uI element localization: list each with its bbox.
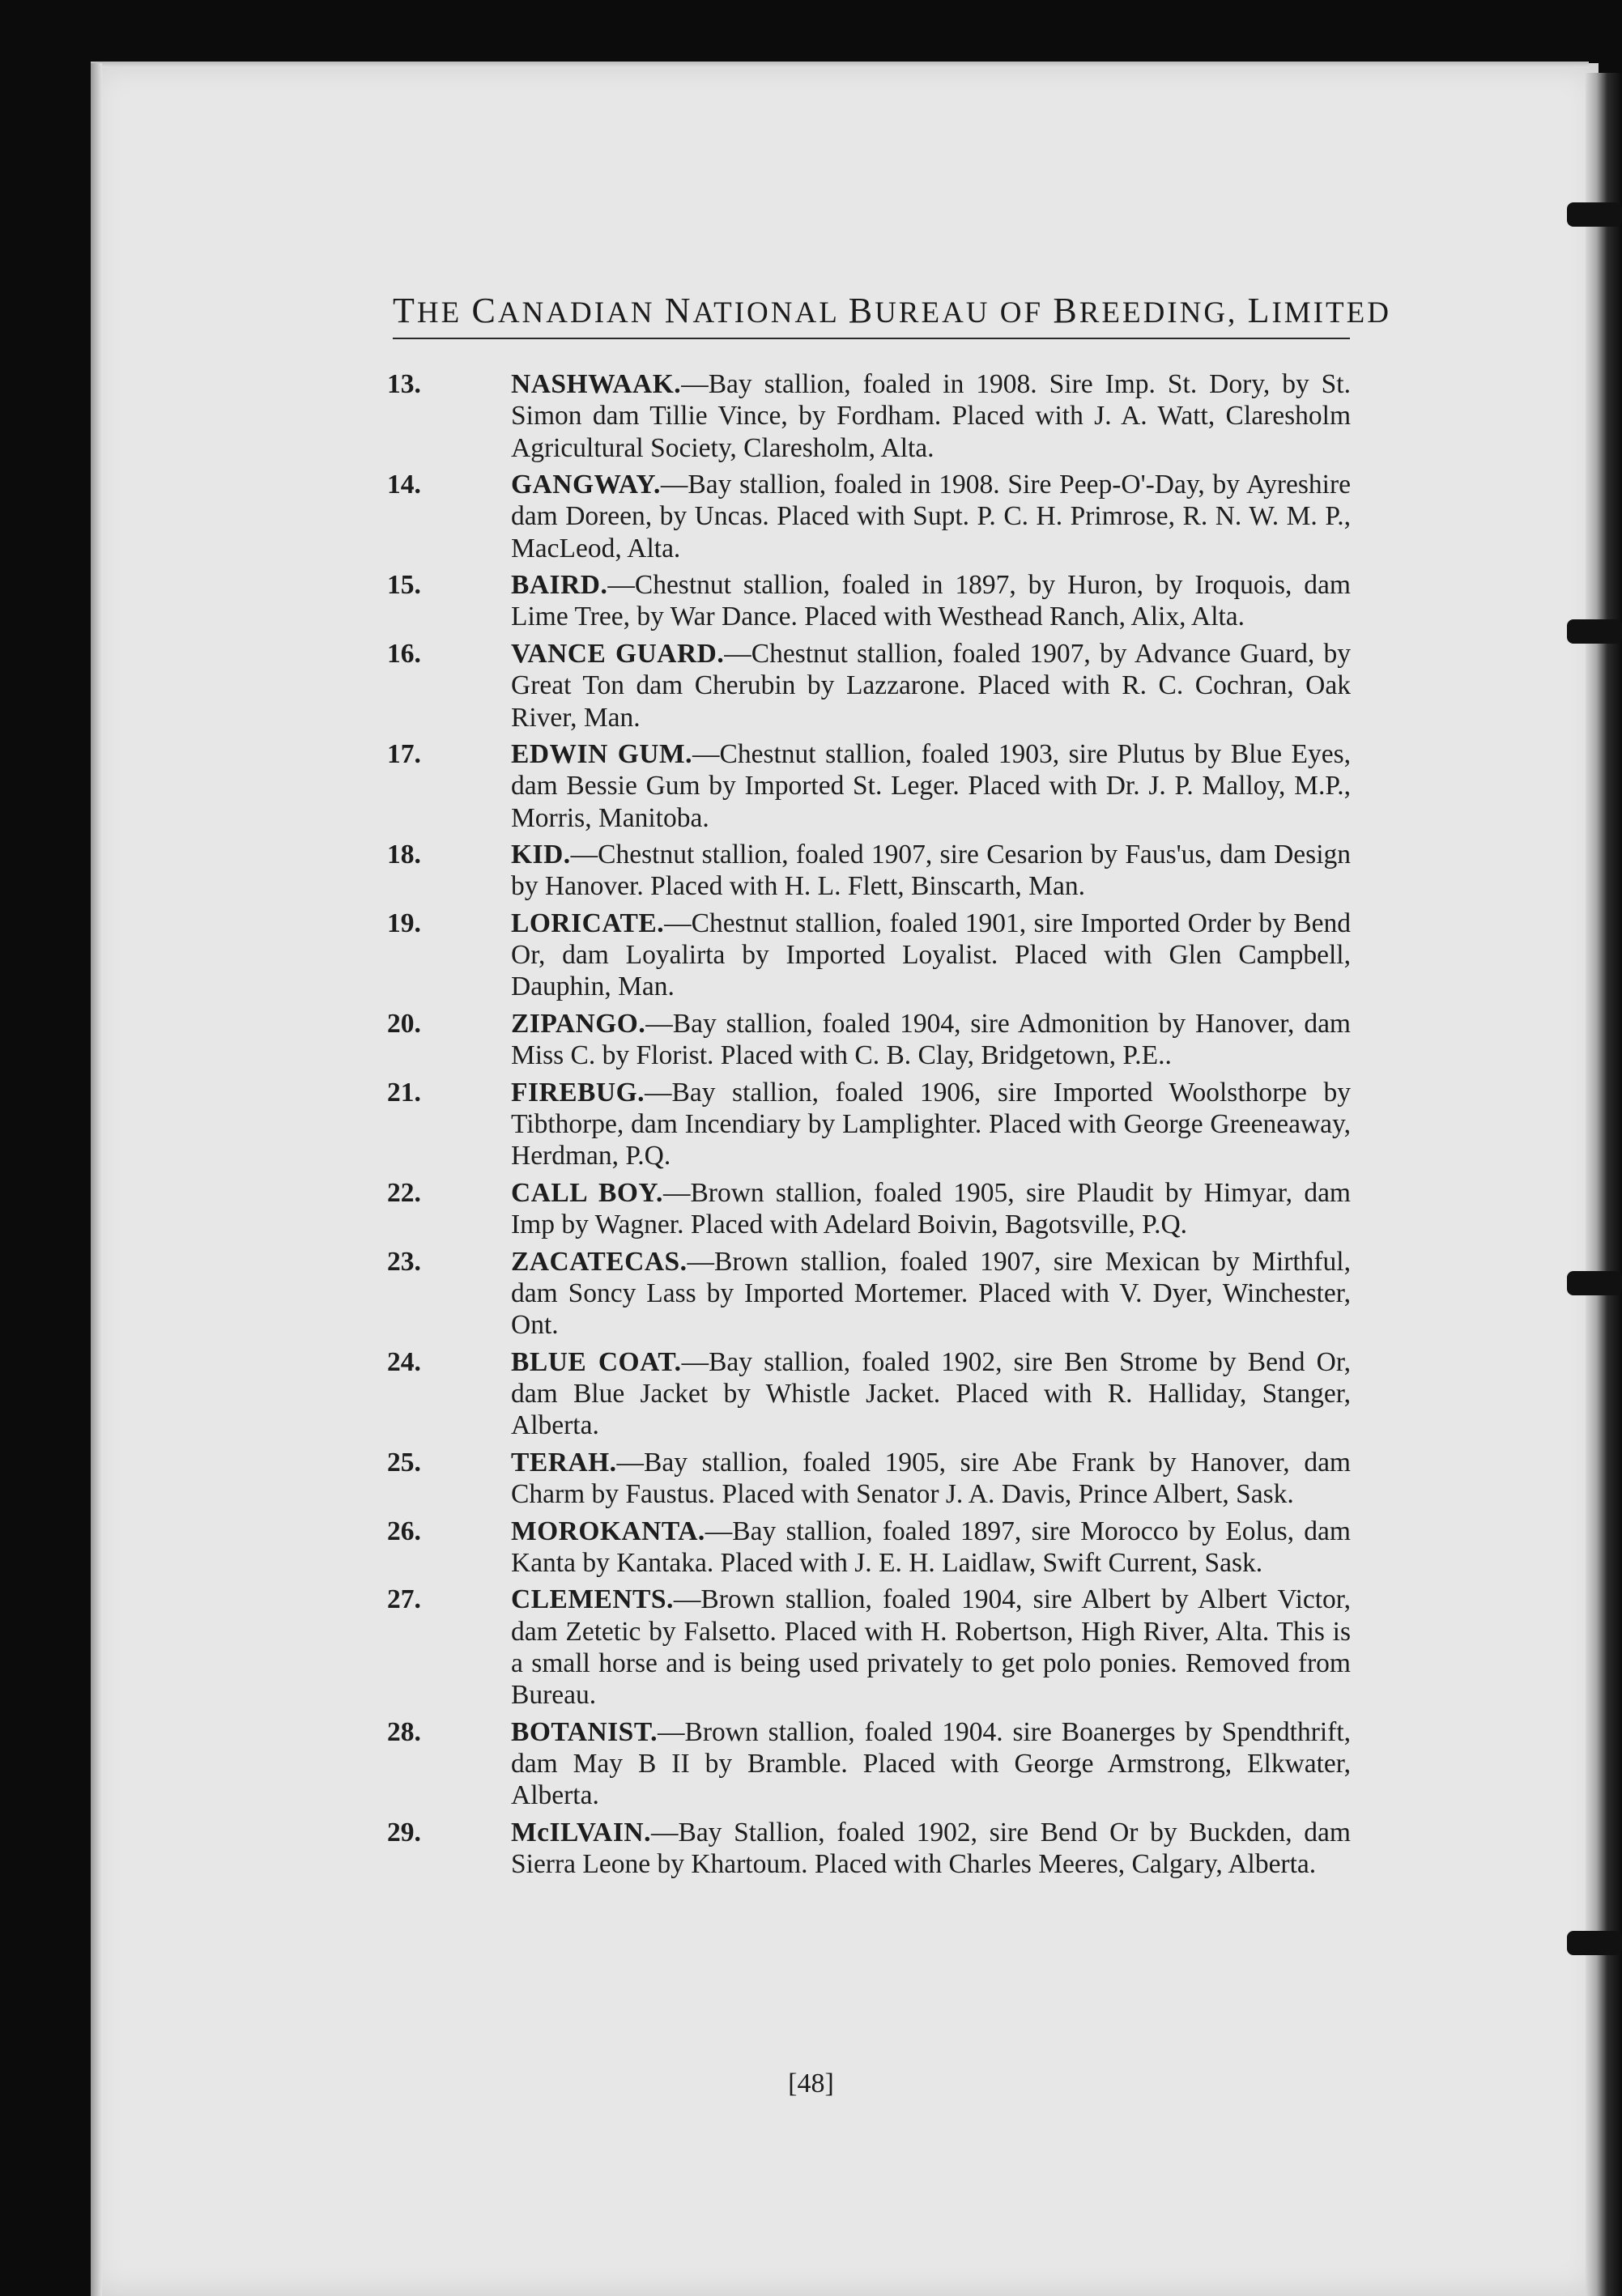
binding-clip <box>1567 619 1622 644</box>
entry-description: —Brown stallion, foaled 1904, sire Albert by Albert Victor, dam Zetetic by Falsetto. Placed with H. Robertson, High River, Alta. This is a small horse and is being used privately to get polo ponies. Removed from Bureau. <box>511 1584 1351 1711</box>
stallion-entry <box>387 368 1351 464</box>
horse-name: TERAH. <box>511 1447 617 1478</box>
horse-name: FIREBUG. <box>511 1077 645 1108</box>
entry-description: —Bay stallion, foaled in 1908. Sire Imp. St. Dory, by St. Simon dam Tillie Vince, by Fordham. Placed with J. A. Watt, Claresholm Agricultural Society, Claresholm, Alta. <box>511 369 1351 463</box>
stallion-entry <box>387 1447 1351 1511</box>
binding-clip <box>1567 202 1622 227</box>
stallion-entry <box>387 1346 1351 1442</box>
entry-number: 13. <box>387 369 421 399</box>
horse-name: NASHWAAK. <box>511 369 682 399</box>
horse-name: BAIRD. <box>511 570 608 601</box>
book-spine <box>1586 73 1622 2296</box>
page-left-edge <box>91 63 102 2296</box>
header-word: OF <box>999 296 1044 330</box>
horse-name: MOROKANTA. <box>511 1516 705 1546</box>
header-word: CANADIAN <box>471 291 655 330</box>
stallion-entry <box>387 1246 1351 1341</box>
stallion-entry <box>387 839 1351 903</box>
entry-number: 15. <box>387 570 421 601</box>
stallion-entry <box>387 1584 1351 1711</box>
stallion-entry <box>387 469 1351 564</box>
horse-name: ZIPANGO. <box>511 1008 646 1039</box>
entry-number: 14. <box>387 470 421 500</box>
entry-description: —Bay stallion, foaled 1904, sire Admonition by Hanover, dam Miss C. by Florist. Placed with C. B. Clay, Bridgetown, P.E.. <box>511 1008 1351 1071</box>
stallion-entry <box>387 1177 1351 1241</box>
entry-number: 21. <box>387 1077 421 1108</box>
stallion-entry <box>387 738 1351 834</box>
stallion-entry <box>387 1077 1351 1172</box>
entry-description: —Brown stallion, foaled 1905, sire Plaudit by Himyar, dam Imp by Wagner. Placed with Adelard Boivin, Bagotsville, P.Q. <box>511 1177 1351 1240</box>
stallion-entry <box>387 908 1351 1003</box>
entry-description: —Chestnut stallion, foaled 1903, sire Plutus by Blue Eyes, dam Bessie Gum by Imported St. Leger. Placed with Dr. J. P. Malloy, M.P., Morris, Manitoba. <box>511 739 1351 833</box>
entry-description: —Chestnut stallion, foaled 1907, sire Cesarion by Faus'us, dam Design by Hanover. Placed with H. L. Flett, Binscarth, Man. <box>511 840 1351 902</box>
entry-description: —Chestnut stallion, foaled in 1897, by Huron, by Iroquois, dam Lime Tree, by War Dance. Placed with Westhead Ranch, Alix, Alta. <box>511 570 1351 632</box>
stallion-entry <box>387 1008 1351 1072</box>
stallion-entry <box>387 1817 1351 1881</box>
stallion-entry <box>387 638 1351 733</box>
horse-name: CALL BOY. <box>511 1177 663 1208</box>
header-word: BUREAU <box>848 291 990 330</box>
stallion-entry <box>387 1516 1351 1580</box>
stallion-entry <box>387 569 1351 633</box>
header-word: NATIONAL <box>664 291 839 330</box>
stallion-list <box>387 368 1351 1886</box>
horse-name: KID. <box>511 840 571 870</box>
entry-number: 20. <box>387 1008 421 1039</box>
entry-number: 17. <box>387 739 421 770</box>
entry-number: 27. <box>387 1584 421 1615</box>
entry-number: 25. <box>387 1447 421 1478</box>
entry-description: —Brown stallion, foaled 1904. sire Boanerges by Spendthrift, dam May B II by Bramble. Placed with George Armstrong, Elkwater, Alberta. <box>511 1716 1351 1811</box>
running-header <box>393 290 1391 339</box>
entry-number: 28. <box>387 1716 421 1747</box>
entry-number: 16. <box>387 638 421 669</box>
horse-name: BLUE COAT. <box>511 1346 682 1377</box>
horse-name: ZACATECAS. <box>511 1246 688 1277</box>
binding-clip <box>1567 1931 1622 1955</box>
entry-number: 23. <box>387 1246 421 1277</box>
entry-number: 29. <box>387 1817 421 1847</box>
stallion-entry <box>387 1716 1351 1812</box>
entry-number: 18. <box>387 840 421 870</box>
header-word: LIMITED <box>1247 291 1391 330</box>
entry-number: 22. <box>387 1177 421 1208</box>
horse-name: CLEMENTS. <box>511 1584 674 1615</box>
entry-description: —Bay stallion, foaled 1905, sire Abe Frank by Hanover, dam Charm by Faustus. Placed with Senator J. A. Davis, Prince Albert, Sask. <box>511 1447 1351 1510</box>
entry-description: —Brown stallion, foaled 1907, sire Mexican by Mirthful, dam Soncy Lass by Imported Mortemer. Placed with V. Dyer, Winchester, Ont. <box>511 1246 1351 1341</box>
horse-name: EDWIN GUM. <box>511 739 692 770</box>
horse-name: LORICATE. <box>511 908 665 938</box>
horse-name: McILVAIN. <box>511 1817 651 1847</box>
entry-description: —Bay stallion, foaled in 1908. Sire Peep-O'-Day, by Ayreshire dam Doreen, by Uncas. Placed with Supt. P. C. H. Primrose, R. N. W. M. P., MacLeod, Alta. <box>511 470 1351 563</box>
entry-description: —Bay Stallion, foaled 1902, sire Bend Or by Buckden, dam Sierra Leone by Khartoum. Placed with Charles Meeres, Calgary, Alberta. <box>511 1817 1351 1880</box>
entry-number: 19. <box>387 908 421 938</box>
header-word: THE <box>393 291 462 330</box>
entry-description: —Bay stallion, foaled 1906, sire Imported Woolsthorpe by Tibthorpe, dam Incendiary by Lamplighter. Placed with George Greeneaway, Herdman, P.Q. <box>511 1077 1351 1171</box>
entry-description: —Chestnut stallion, foaled 1901, sire Imported Order by Bend Or, dam Loyalirta by Imported Loyalist. Placed with Glen Campbell, Dauphin, Man. <box>511 908 1351 1002</box>
header-word: BREEDING, <box>1053 291 1238 330</box>
entry-number: 24. <box>387 1346 421 1377</box>
page-top-edge <box>91 62 1589 68</box>
entry-description: —Chestnut stallion, foaled 1907, by Advance Guard, by Great Ton dam Cherubin by Lazzarone. Placed with R. C. Cochran, Oak River, Man. <box>511 638 1351 733</box>
horse-name: GANGWAY. <box>511 470 661 500</box>
page-number: [48] <box>788 2069 834 2098</box>
binding-clip <box>1567 1271 1622 1295</box>
entry-number: 26. <box>387 1516 421 1546</box>
entry-description: —Bay stallion, foaled 1902, sire Ben Strome by Bend Or, dam Blue Jacket by Whistle Jacket. Placed with R. Halliday, Stanger, Alberta. <box>511 1346 1352 1441</box>
horse-name: BOTANIST. <box>511 1716 658 1747</box>
entry-description: —Bay stallion, foaled 1897, sire Morocco by Eolus, dam Kanta by Kantaka. Placed with J. E. H. Laidlaw, Swift Current, Sask. <box>511 1516 1351 1578</box>
horse-name: VANCE GUARD. <box>511 638 725 669</box>
